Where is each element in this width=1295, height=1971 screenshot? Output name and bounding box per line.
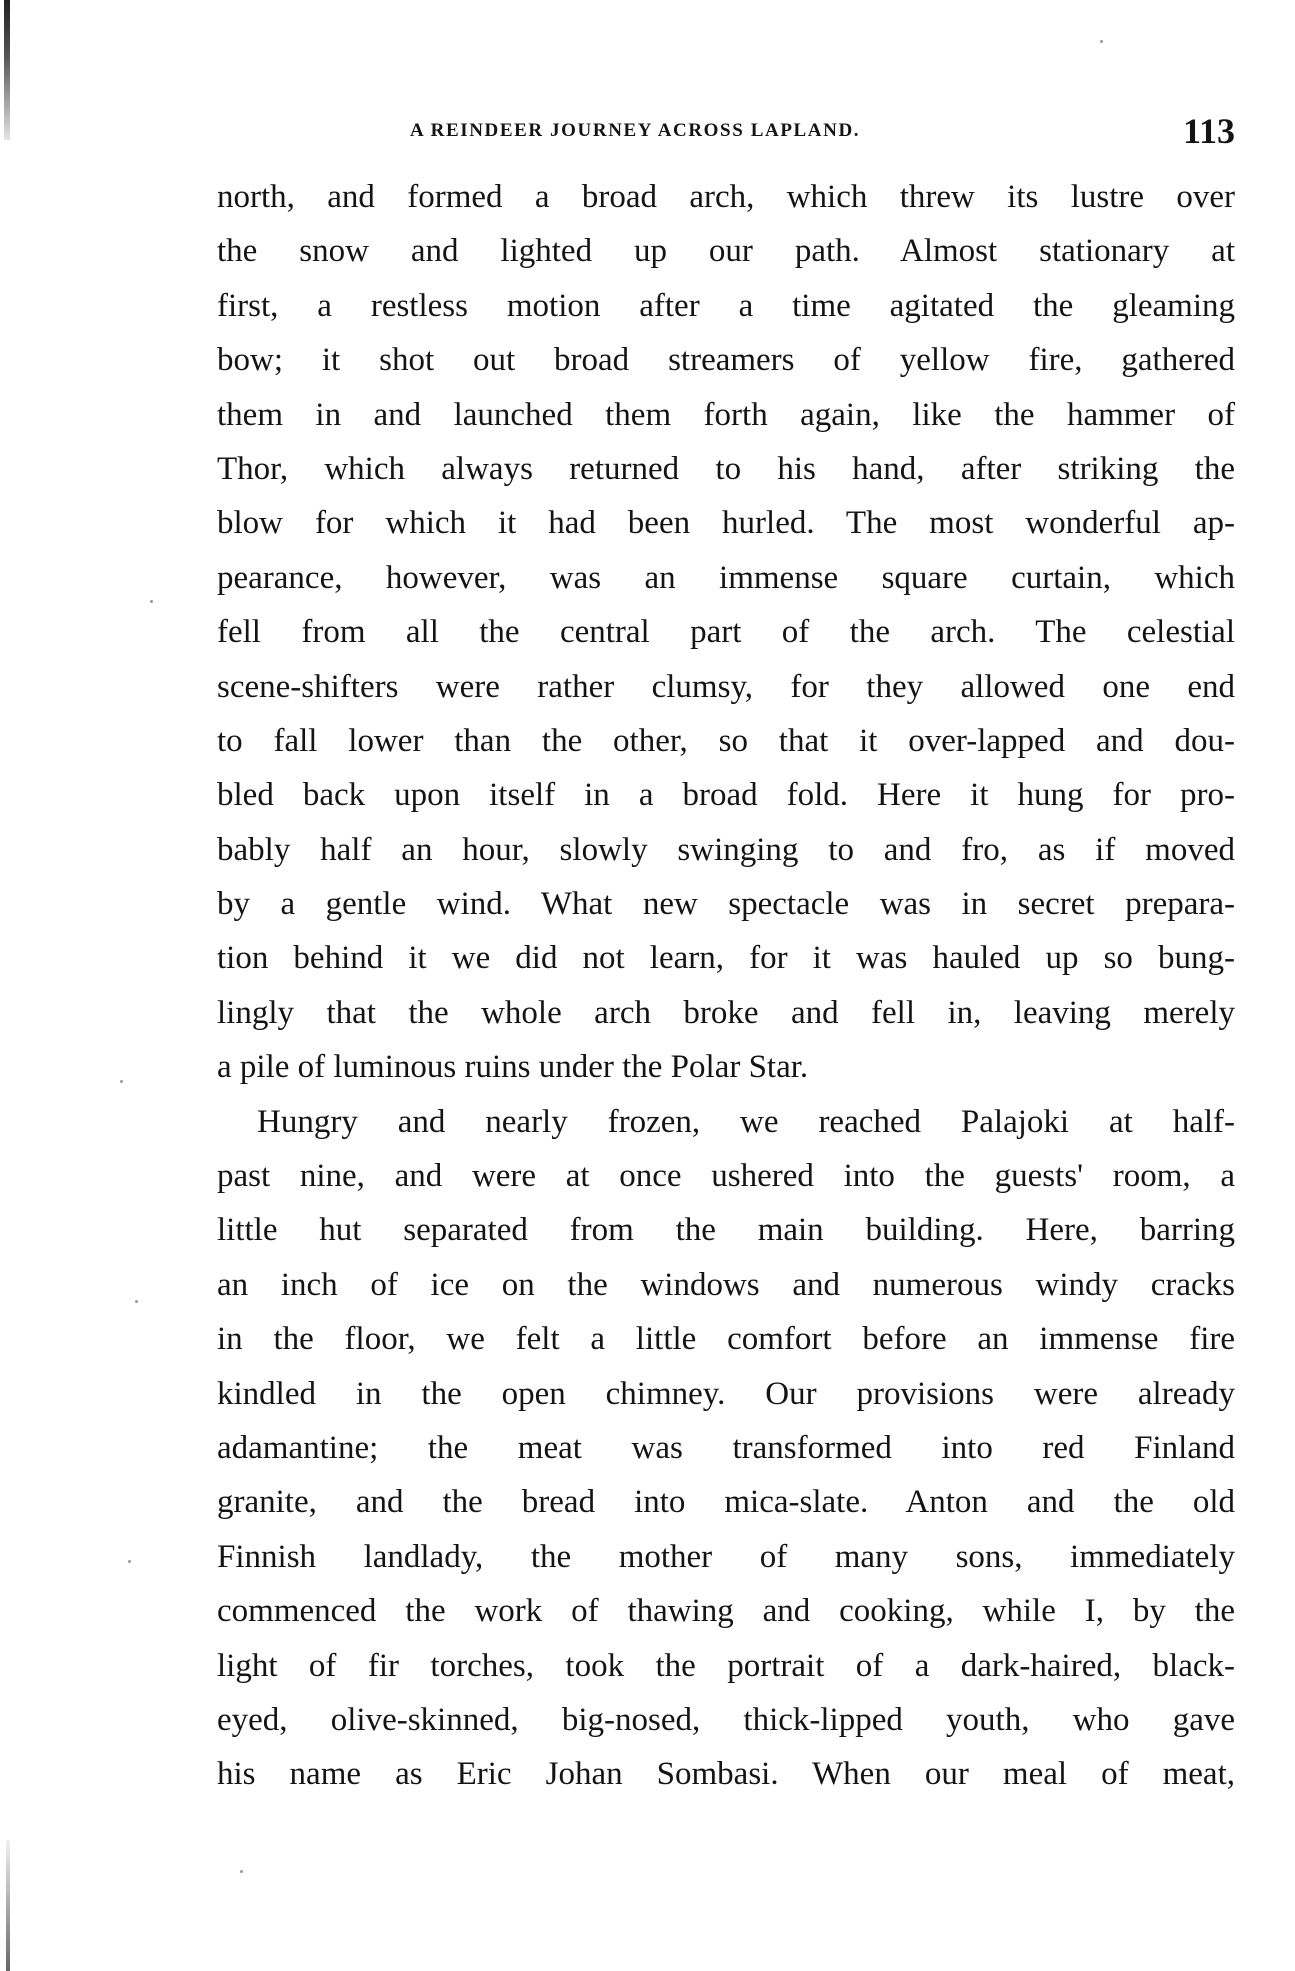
text-line: fell from all the central part of the arch. The celestial	[217, 614, 1235, 651]
text-line: a pile of luminous ruins under the Polar Star.	[217, 1049, 809, 1086]
text-line: Thor, which always returned to his hand, after striking the	[217, 450, 1235, 487]
paragraph-1	[217, 170, 1235, 1095]
text-line: adamantine; the meat was transformed into red Finland	[217, 1429, 1235, 1466]
running-head: A REINDEER JOURNEY ACROSS LAPLAND.	[410, 120, 861, 141]
page-header	[200, 110, 1235, 160]
paper-speck	[240, 1870, 243, 1873]
body-text	[217, 170, 1235, 1802]
text-line: Finnish landlady, the mother of many sons, immediately	[217, 1538, 1235, 1575]
paper-speck	[120, 1080, 123, 1083]
paragraph-2	[217, 1095, 1235, 1802]
text-line: past nine, and were at once ushered into the guests' room, a	[217, 1158, 1235, 1195]
text-line: an inch of ice on the windows and numerous windy cracks	[217, 1266, 1235, 1303]
text-line: first, a restless motion after a time agitated the gleaming	[217, 287, 1235, 324]
paper-speck	[150, 600, 153, 603]
text-line: lingly that the whole arch broke and fell in, leaving merely	[217, 994, 1235, 1031]
text-line: to fall lower than the other, so that it over-lapped and dou-	[217, 722, 1235, 759]
text-line: tion behind it we did not learn, for it was hauled up so bung-	[217, 940, 1235, 977]
text-line: bled back upon itself in a broad fold. Here it hung for pro-	[217, 777, 1235, 814]
text-line: scene-shifters were rather clumsy, for they allowed one end	[217, 668, 1235, 705]
text-line: light of fir torches, took the portrait of a dark-haired, black-	[217, 1647, 1235, 1684]
text-line: little hut separated from the main building. Here, barring	[217, 1212, 1235, 1249]
text-line: bow; it shot out broad streamers of yellow fire, gathered	[217, 342, 1235, 379]
paper-speck	[128, 1560, 131, 1563]
text-line: in the floor, we felt a little comfort before an immense fire	[217, 1321, 1235, 1358]
text-line: his name as Eric Johan Sombasi. When our meal of meat,	[217, 1756, 1235, 1793]
text-line: kindled in the open chimney. Our provisions were already	[217, 1375, 1235, 1412]
text-line: commenced the work of thawing and cooking, while I, by the	[217, 1593, 1235, 1630]
binding-edge-bottom	[6, 1840, 10, 1971]
paper-speck	[135, 1300, 138, 1303]
binding-edge-top	[4, 0, 10, 140]
paper-speck	[1100, 40, 1103, 43]
text-line: by a gentle wind. What new spectacle was in secret prepara-	[217, 886, 1235, 923]
text-line: Hungry and nearly frozen, we reached Palajoki at half-	[257, 1103, 1235, 1140]
page-number: 113	[1182, 111, 1235, 151]
text-line: the snow and lighted up our path. Almost stationary at	[217, 233, 1235, 270]
text-line: blow for which it had been hurled. The most wonderful ap-	[217, 505, 1235, 542]
text-line: pearance, however, was an immense square curtain, which	[217, 559, 1235, 596]
text-line: north, and formed a broad arch, which threw its lustre over	[217, 179, 1235, 215]
text-line: bably half an hour, slowly swinging to and fro, as if moved	[217, 831, 1235, 868]
text-line: them in and launched them forth again, like the hammer of	[217, 396, 1235, 433]
text-line: granite, and the bread into mica-slate. Anton and the old	[217, 1484, 1235, 1521]
text-line: eyed, olive-skinned, big-nosed, thick-lipped youth, who gave	[217, 1701, 1235, 1738]
